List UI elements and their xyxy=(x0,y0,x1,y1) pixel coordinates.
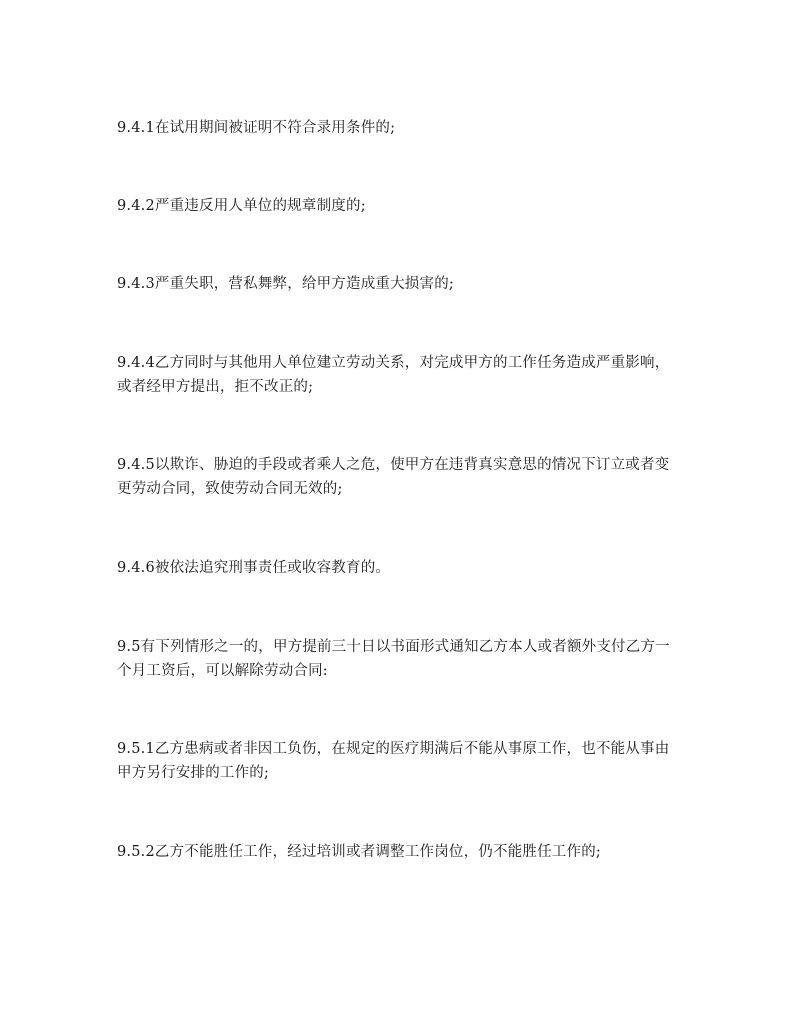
clause-9-5-1: 9.5.1乙方患病或者非因工负伤，在规定的医疗期满后不能从事原工作，也不能从事由甲方另行安排的工作的; xyxy=(117,741,670,781)
clause-9-4-5: 9.4.5以欺诈、胁迫的手段或者乘人之危，使甲方在违背真实意思的情况下订立或者变更劳动合同，致使劳动合同无效的; xyxy=(117,457,670,497)
clause-9-5: 9.5有下列情形之一的，甲方提前三十日以书面形式通知乙方本人或者额外支付乙方一个月工资后，可以解除劳动合同: xyxy=(117,639,670,679)
clause-9-4-3: 9.4.3严重失职，营私舞弊，给甲方造成重大损害的; xyxy=(117,276,454,292)
clause-9-4-1: 9.4.1在试用期间被证明不符合录用条件的; xyxy=(117,120,396,136)
clause-9-4-4: 9.4.4乙方同时与其他用人单位建立劳动关系，对完成甲方的工作任务造成严重影响，或者经甲方提出，拒不改正的; xyxy=(117,355,670,395)
clause-9-5-2: 9.5.2乙方不能胜任工作，经过培训或者调整工作岗位，仍不能胜任工作的; xyxy=(117,844,601,860)
clause-9-4-2: 9.4.2严重违反用人单位的规章制度的; xyxy=(117,198,366,214)
clause-9-4-6: 9.4.6被依法追究刑事责任或收容教育的。 xyxy=(117,560,391,576)
